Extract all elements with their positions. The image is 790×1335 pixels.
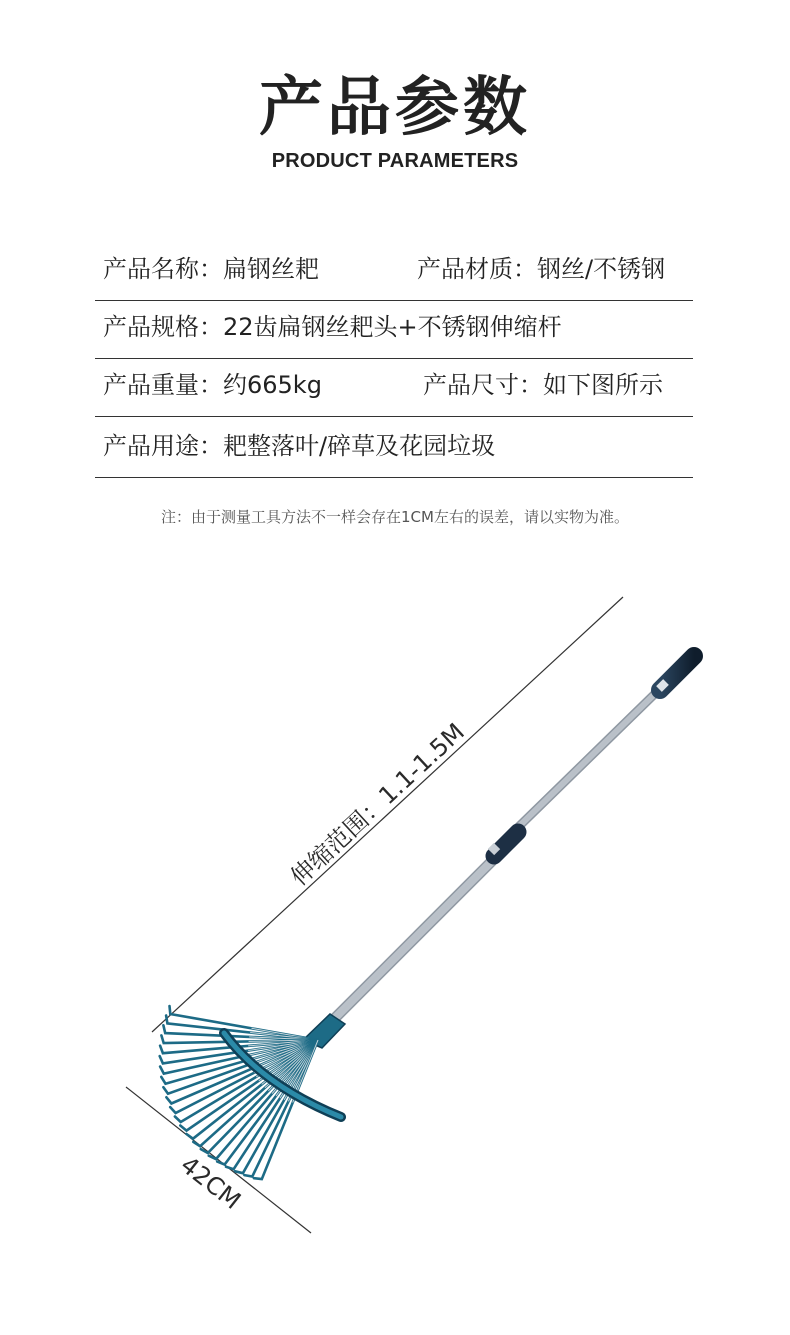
product-weight-value: 约665kg	[223, 371, 322, 399]
measurement-note: 注：由于测量工具方法不一样会存在1CM左右的误差，请以实物为准。	[161, 508, 629, 526]
product-name-label: 产品名称：	[103, 255, 223, 283]
length-range-label: 伸缩范围：1.1-1.5M	[285, 717, 470, 892]
param-row-weight-size	[95, 358, 693, 417]
collar-ring	[491, 846, 497, 852]
product-spec	[103, 308, 562, 346]
param-row-usage	[95, 419, 693, 478]
product-spec-label: 产品规格：	[103, 313, 223, 341]
product-usage-value: 耙整落叶/碎草及花园垃圾	[223, 432, 496, 460]
page-subtitle: PRODUCT PARAMETERS	[271, 150, 519, 172]
product-usage-label: 产品用途：	[103, 432, 223, 460]
product-size	[423, 366, 663, 404]
product-size-label: 产品尺寸：	[423, 371, 543, 399]
handle-lower-highlight	[326, 853, 500, 1027]
product-spec-value: 22齿扁钢丝耙头+不锈钢伸缩杆	[223, 313, 562, 341]
page-title: 产品参数	[259, 71, 531, 145]
width-label: 42CM	[175, 1150, 247, 1215]
product-size-value: 如下图所示	[543, 371, 663, 399]
rake-illustration	[0, 560, 790, 1335]
product-name-value: 扁钢丝耙	[223, 255, 319, 283]
param-row-name-material	[95, 242, 693, 301]
product-material-value: 钢丝/不锈钢	[537, 255, 666, 283]
handle-upper-highlight	[505, 681, 668, 840]
product-material-label: 产品材质：	[417, 255, 537, 283]
product-name	[103, 250, 319, 288]
product-weight	[103, 366, 322, 404]
product-material	[417, 250, 665, 288]
product-weight-label: 产品重量：	[103, 371, 223, 399]
param-row-spec	[95, 300, 693, 359]
grip-ring	[659, 682, 666, 689]
telescopic-lock-collar	[494, 832, 518, 856]
product-usage	[103, 427, 495, 465]
